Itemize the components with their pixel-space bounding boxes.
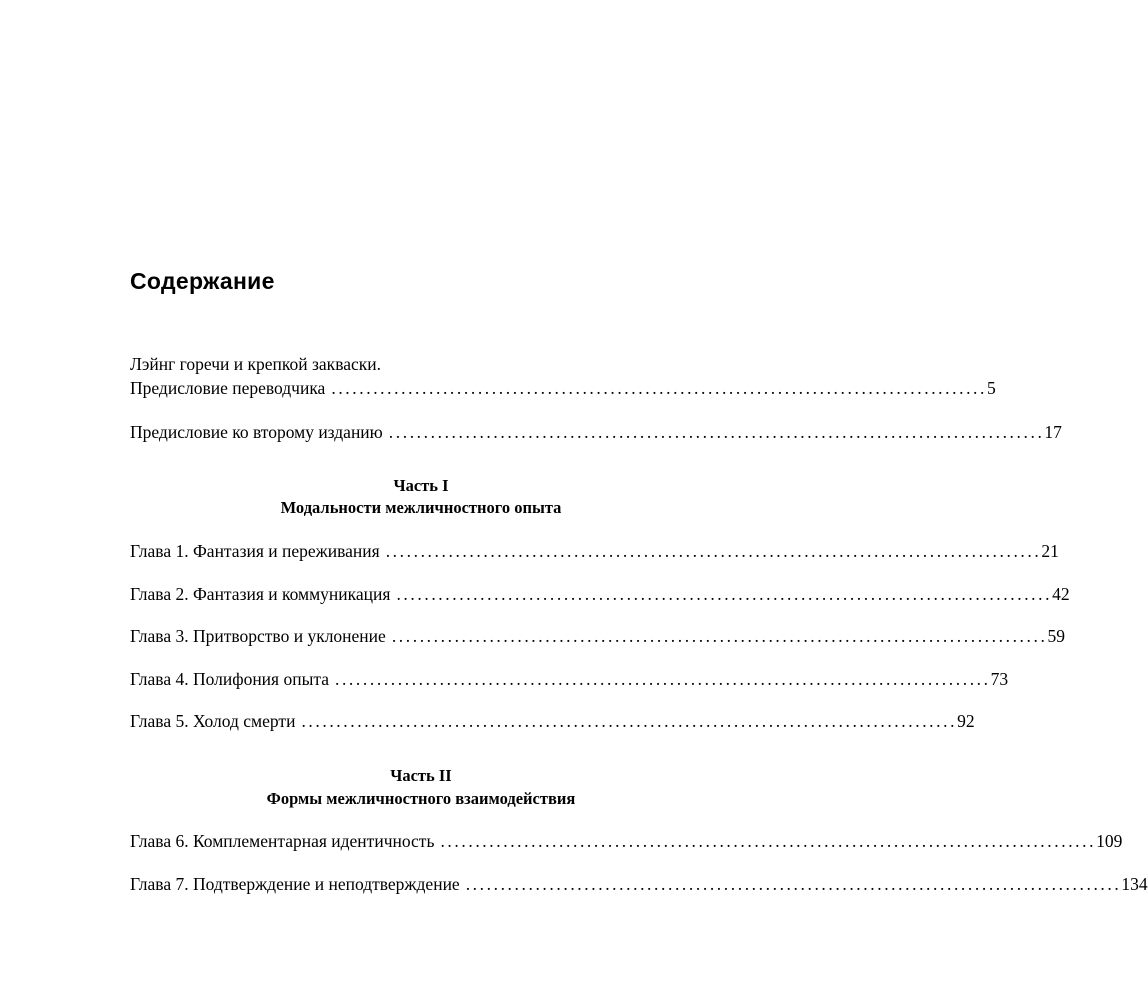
toc-entry-chapter-7[interactable] bbox=[130, 872, 1148, 896]
dot-leader: .............................................................................................. bbox=[301, 711, 958, 731]
part-title: Формы межличностного взаимодействия bbox=[266, 789, 576, 808]
toc-entry-label: Предисловие переводчика bbox=[130, 378, 326, 398]
toc-page-number: 42 bbox=[1052, 584, 1070, 604]
dot-leader: .............................................................................................. bbox=[391, 626, 1048, 646]
toc-entry-label: Глава 7. Подтверждение и неподтверждение bbox=[130, 874, 460, 894]
toc-page-number: 59 bbox=[1047, 626, 1065, 646]
toc-page-number: 73 bbox=[990, 669, 1009, 689]
part-label: Часть I bbox=[393, 476, 449, 495]
toc-entry-label: Глава 3. Притворство и уклонение bbox=[130, 626, 386, 646]
dot-leader: .............................................................................................. bbox=[334, 669, 991, 689]
page-title: Содержание bbox=[130, 268, 275, 294]
dot-leader: .............................................................................................. bbox=[465, 874, 1122, 894]
part-label: Часть II bbox=[390, 766, 452, 785]
toc-entry-chapter-6[interactable] bbox=[130, 829, 1123, 853]
toc-entry-translator-preface-line1 bbox=[130, 352, 712, 376]
toc-entry-chapter-4[interactable] bbox=[130, 667, 1009, 691]
dot-leader: .............................................................................................. bbox=[388, 422, 1045, 442]
toc-entry-chapter-1[interactable] bbox=[130, 539, 1059, 563]
dot-leader: .............................................................................................. bbox=[331, 378, 987, 398]
toc-entry-label: Глава 4. Полифония опыта bbox=[130, 669, 329, 689]
toc-entry-label: Глава 1. Фантазия и переживания bbox=[130, 541, 380, 561]
toc-page-number: 134 bbox=[1121, 874, 1148, 894]
toc-page-number: 17 bbox=[1044, 422, 1062, 442]
toc-entry-label: Глава 6. Комплементарная идентичность bbox=[130, 831, 435, 851]
toc-entry-second-edition-preface[interactable] bbox=[130, 420, 1062, 444]
part-title: Модальности межличностного опыта bbox=[280, 498, 562, 517]
dot-leader: .............................................................................................. bbox=[440, 831, 1097, 851]
toc-entry-label: Предисловие ко второму изданию bbox=[130, 422, 383, 442]
dot-leader: .............................................................................................. bbox=[385, 541, 1042, 561]
toc-entry-label: Лэйнг горечи и крепкой закваски. bbox=[130, 354, 381, 374]
toc-entry-translator-preface[interactable] bbox=[130, 376, 996, 400]
toc-page-number: 92 bbox=[957, 711, 975, 731]
toc-entry-label: Глава 2. Фантазия и коммуникация bbox=[130, 584, 391, 604]
dot-leader: .............................................................................................. bbox=[396, 584, 1053, 604]
toc-entry-chapter-2[interactable] bbox=[130, 582, 1070, 606]
toc-entry-chapter-5[interactable] bbox=[130, 709, 975, 733]
toc-entry-chapter-3[interactable] bbox=[130, 624, 1065, 648]
toc-page-number: 21 bbox=[1041, 541, 1059, 561]
toc-page-number: 5 bbox=[987, 378, 996, 398]
toc-entry-label: Глава 5. Холод смерти bbox=[130, 711, 296, 731]
toc-page-number: 109 bbox=[1096, 831, 1123, 851]
